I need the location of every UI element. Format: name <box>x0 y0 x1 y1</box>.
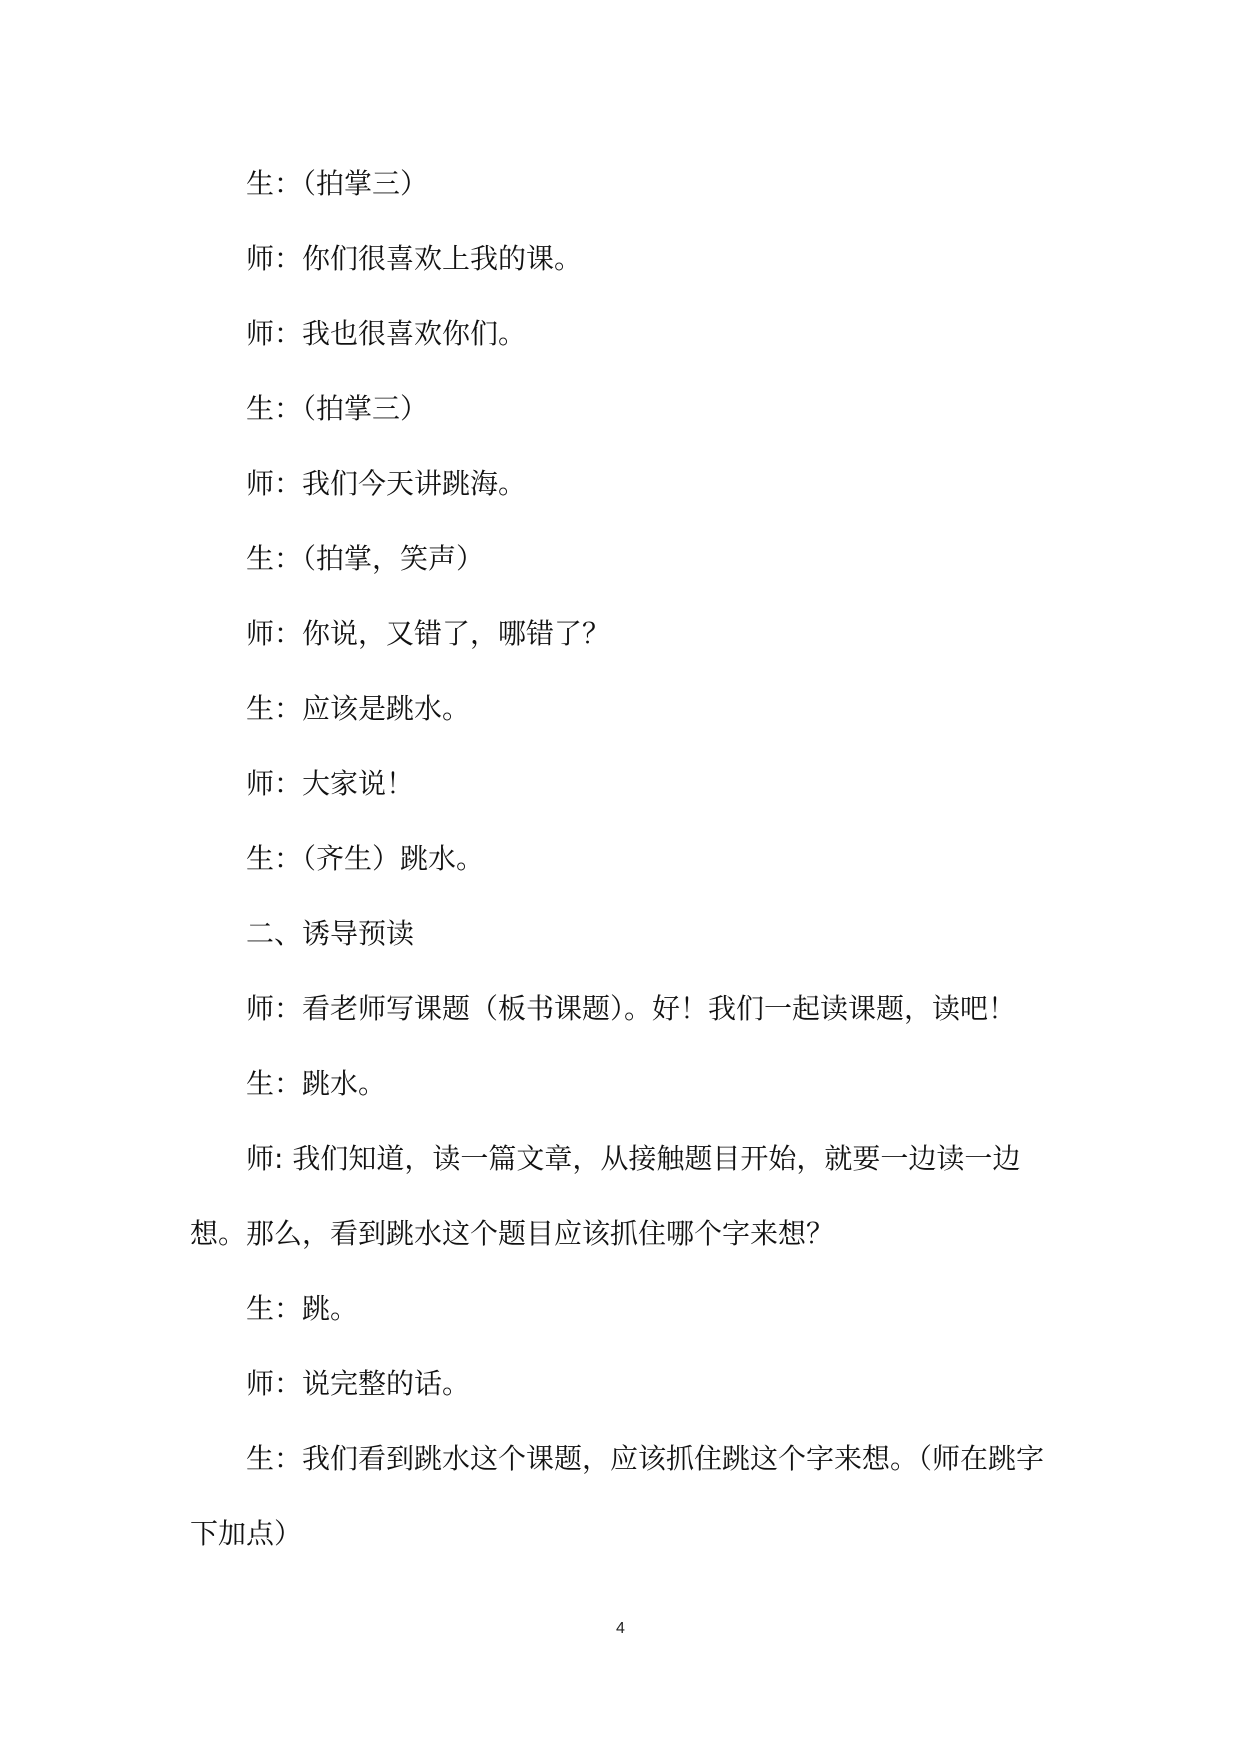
paragraph: 师：大家说！ <box>246 767 415 800</box>
paragraph: 师：你说，又错了，哪错了？ <box>246 617 611 650</box>
paragraph: 生：（拍掌三） <box>246 392 429 425</box>
document-body <box>190 146 1050 1571</box>
paragraph: 师: 我们知道，读一篇文章，从接触题目开始，就要一边读一边想。那么，看到跳水这个题目应该抓住哪个字来想？ <box>190 1142 1021 1250</box>
paragraph: 生：跳水。 <box>246 1067 387 1100</box>
paragraph: 师：我们今天讲跳海。 <box>246 467 527 500</box>
paragraph: 师：看老师写课题（板书课题）。好！我们一起读课题，读吧！ <box>246 992 1017 1025</box>
paragraph: 生：应该是跳水。 <box>246 692 471 725</box>
paragraph: 师：说完整的话。 <box>246 1367 471 1400</box>
paragraph: 生：（齐生）跳水。 <box>246 842 485 875</box>
paragraph: 生：（拍掌三） <box>246 167 429 200</box>
paragraph: 师：你们很喜欢上我的课。 <box>246 242 583 275</box>
section-heading: 二、诱导预读 <box>246 917 415 950</box>
page-number: 4 <box>616 1620 625 1637</box>
paragraph: 生：（拍掌，笑声） <box>246 542 485 575</box>
paragraph: 师：我也很喜欢你们。 <box>246 317 527 350</box>
paragraph: 生：跳。 <box>246 1292 359 1325</box>
paragraph: 生：我们看到跳水这个课题，应该抓住跳这个字来想。（师在跳字下加点） <box>190 1442 1045 1550</box>
